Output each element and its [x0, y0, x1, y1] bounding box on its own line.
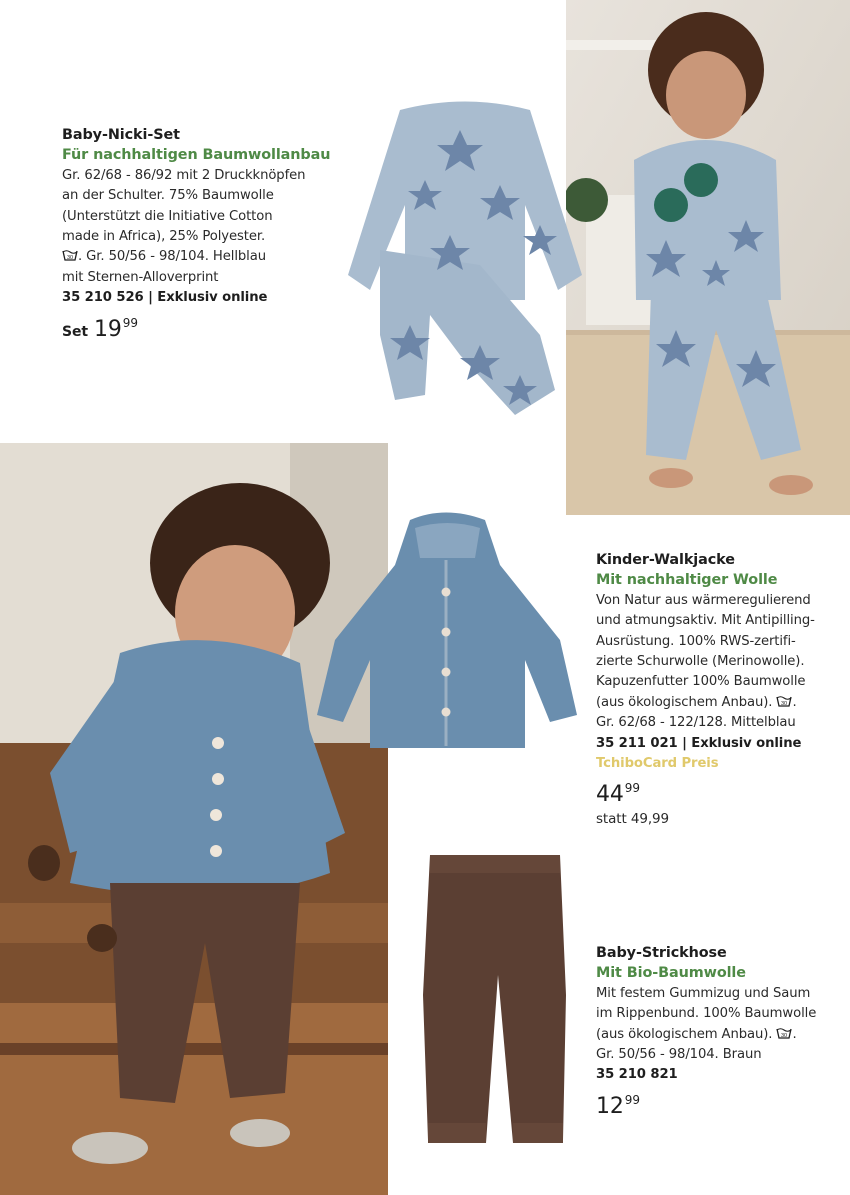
price: [596, 1090, 846, 1120]
product-title: Baby-Strickhose: [596, 945, 727, 961]
product-nicki-set: [62, 125, 347, 343]
price: [596, 778, 846, 808]
price-prefix: Set: [62, 323, 88, 340]
price-integer: 19: [93, 316, 122, 342]
price: [62, 313, 347, 343]
product-image-walkjacke: [315, 510, 577, 752]
photo-toddler-pajamas: [566, 0, 850, 515]
svg-text:30: 30: [781, 700, 788, 707]
svg-text:30: 30: [781, 1032, 788, 1039]
product-description: Gr. 62/68 - 86/92 mit 2 Druckknöpfen an der Schulter. 75% Baumwolle (Unterstützt die Initiative Cotton made in Africa), 25% Polyester.: [62, 167, 306, 245]
product-description: Von Natur aus wärmeregulierend und atmungsaktiv. Mit Antipilling- Ausrüstung. 100% RWS-zertifi- zierte Schurwolle (Merinowolle). Kapuzenfutter 100% Baumwolle (aus ökologischem Anbau). 30 .: [596, 592, 815, 710]
article-number: 35 210 821: [596, 1067, 678, 1083]
svg-text:30: 30: [67, 255, 73, 262]
article-number: 35 211 021 | Exklusiv online: [596, 735, 802, 751]
wash-30-icon: [776, 694, 792, 706]
tchibocard-label: TchiboCard Preis: [596, 756, 719, 772]
product-sizes-text: . Gr. 50/56 - 98/104. Hellblau mit Sternen-Alloverprint: [62, 249, 266, 285]
product-sizes: Gr. 62/68 - 122/128. Mittelblau: [596, 715, 796, 731]
product-description-text: Von Natur aus wärmeregulierend und atmungsaktiv. Mit Antipilling- Ausrüstung. 100% RWS-zertifi- zierte Schurwolle (Merinowolle). Kapuzenfutter 100% Baumwolle (aus ökologischem Anbau).: [596, 592, 815, 710]
price-decimal: 99: [122, 315, 138, 330]
product-description: Mit festem Gummizug und Saum im Rippenbund. 100% Baumwolle (aus ökologischem Anbau). 30 .: [596, 985, 817, 1042]
product-description-text: Mit festem Gummizug und Saum im Rippenbund. 100% Baumwolle (aus ökologischem Anbau).: [596, 985, 817, 1042]
product-image-strickhose: [418, 855, 570, 1147]
product-sizes: [62, 247, 347, 288]
product-walkjacke: [596, 550, 846, 829]
product-subtitle: Mit nachhaltiger Wolle: [596, 572, 778, 589]
product-sizes: Gr. 50/56 - 98/104. Braun: [596, 1047, 762, 1063]
price-integer: 44: [596, 782, 624, 808]
product-title: Kinder-Walkjacke: [596, 552, 735, 568]
product-image-nicki-set: [340, 95, 590, 425]
product-title: Baby-Nicki-Set: [62, 127, 180, 143]
price-integer: 12: [596, 1093, 624, 1119]
product-subtitle: Für nachhaltigen Baumwollanbau: [62, 147, 331, 164]
product-subtitle: Mit Bio-Baumwolle: [596, 965, 746, 982]
price-decimal: 99: [624, 1092, 640, 1107]
wash-30-icon: [776, 1026, 792, 1038]
old-price: statt 49,99: [596, 810, 670, 827]
wash-30-icon: [62, 248, 78, 260]
price-decimal: 99: [624, 781, 640, 796]
product-strickhose: [596, 943, 846, 1120]
article-number: 35 210 526 | Exklusiv online: [62, 290, 268, 306]
